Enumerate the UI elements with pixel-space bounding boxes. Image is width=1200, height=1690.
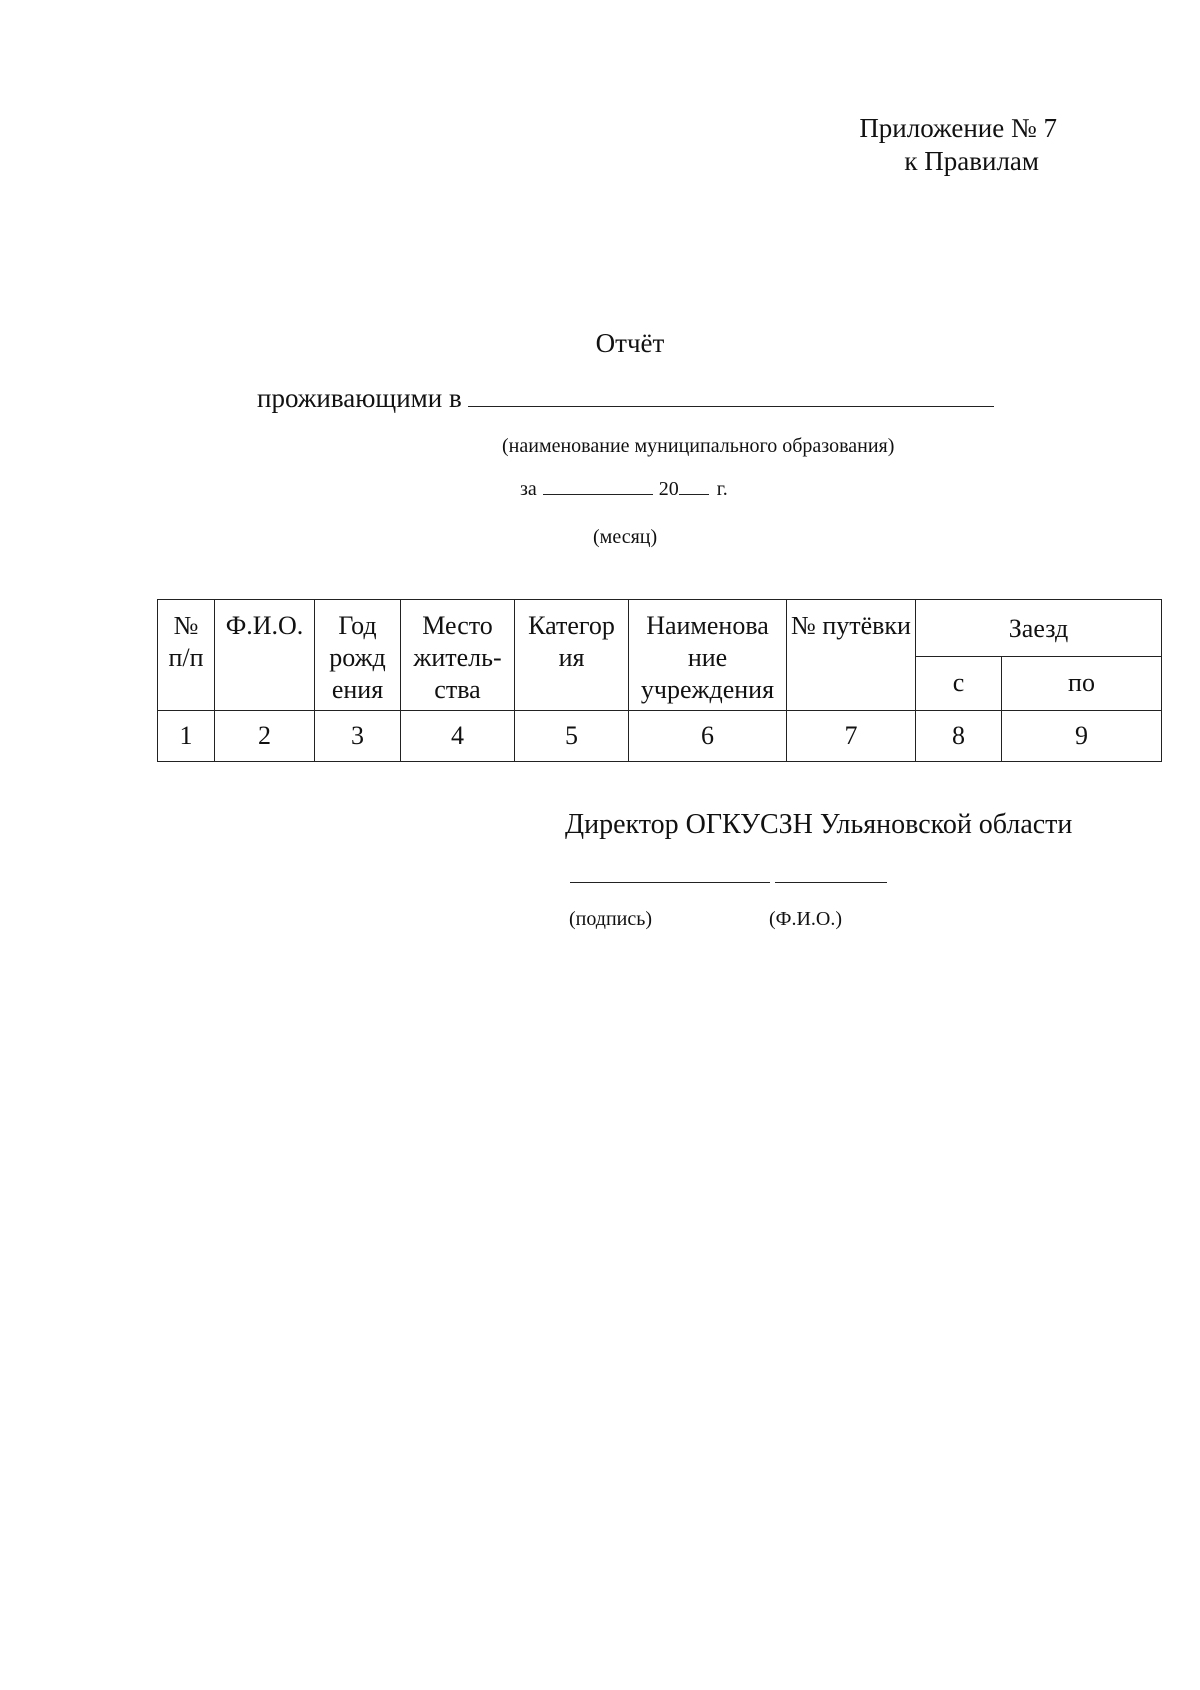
column-number: 7 xyxy=(787,711,916,762)
column-number: 4 xyxy=(401,711,515,762)
document-title: Отчёт xyxy=(595,328,665,358)
year-suffix: г. xyxy=(716,478,728,500)
residence-line xyxy=(257,381,994,415)
month-hint: (месяц) xyxy=(593,526,658,548)
director-title: Директор ОГКУСЗН Ульяновской области xyxy=(565,809,1073,840)
residence-prefix: проживающими в xyxy=(257,383,462,413)
header-residence: Место житель-ства xyxy=(401,600,515,711)
fio-blank xyxy=(775,882,887,883)
appendix-reference: к Правилам xyxy=(904,146,1039,176)
signature-label: (подпись) xyxy=(569,908,653,930)
appendix-number: Приложение № 7 xyxy=(859,113,1057,143)
year-blank xyxy=(679,476,709,495)
header-row xyxy=(158,600,1162,657)
period-prefix: за xyxy=(520,478,537,500)
report-table xyxy=(157,599,1162,762)
header-institution: Наименова ние учреждения xyxy=(629,600,787,711)
appendix-heading xyxy=(859,112,1057,178)
column-number: 2 xyxy=(215,711,315,762)
column-number: 6 xyxy=(629,711,787,762)
column-number: 5 xyxy=(515,711,629,762)
column-number: 8 xyxy=(916,711,1002,762)
municipality-blank xyxy=(468,382,994,407)
signature-blank xyxy=(570,882,770,883)
column-number-row xyxy=(158,711,1162,762)
year-prefix: 20 xyxy=(658,478,679,500)
header-arrival: Заезд xyxy=(916,600,1162,657)
header-voucher: № путёвки xyxy=(787,600,916,711)
fio-label: (Ф.И.О.) xyxy=(769,908,843,930)
header-arrival-to: по xyxy=(1002,656,1162,710)
header-fio: Ф.И.О. xyxy=(215,600,315,711)
municipality-hint: (наименование муниципального образования) xyxy=(502,435,895,457)
header-num: № п/п xyxy=(158,600,215,711)
column-number: 1 xyxy=(158,711,215,762)
period-line xyxy=(520,476,728,502)
header-arrival-from: с xyxy=(916,656,1002,710)
column-number: 9 xyxy=(1002,711,1162,762)
column-number: 3 xyxy=(315,711,401,762)
header-birth-year: Год рожд ения xyxy=(315,600,401,711)
month-blank xyxy=(543,476,653,495)
header-category: Категор ия xyxy=(515,600,629,711)
